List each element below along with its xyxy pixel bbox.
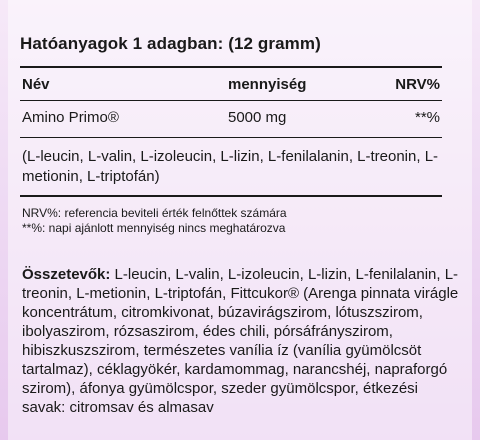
ingredients-block	[22, 265, 464, 417]
row-quantity: 5000 mg	[228, 109, 287, 126]
footnotes	[22, 206, 460, 236]
footnote-undefined: **%: napi ajánlott mennyiség nincs meghatározva	[22, 221, 286, 235]
ingredients-label: Összetevők:	[22, 266, 111, 283]
nutrition-table	[20, 66, 442, 197]
header-name: Név	[22, 76, 50, 93]
table-bottom-rule	[20, 195, 442, 197]
header-quantity: mennyiség	[228, 76, 307, 93]
row-name: Amino Primo®	[22, 109, 119, 126]
row-nrv: **%	[414, 109, 440, 126]
dose-heading: Hatóanyagok 1 adagban: (12 gramm)	[20, 34, 321, 53]
footnote-nrv: NRV%: referencia beviteli érték felnőttek számára	[22, 206, 287, 220]
header-nrv: NRV%	[395, 76, 440, 93]
ingredients-text: L-leucin, L-valin, L-izoleucin, L-lizin, L-fenilalanin, L-treonin, L-metionin, L-triptofán, Fittcukor® (Arenga pinnata virágle koncentrátum, citromkivonat, búzavirágszirom, lótuszszirom, ibolyaszirom, rózsaszirom, édes chili, pórsáfrányszirom, hibiszkuszszirom, természetes vanília íz (vanília gyümölcsöt tartalmaz), céklagyökér, kardamommag, narancshéj, napraforgó szirom), áfonya gyümölcspor, szeder gyümölcspor, étkezési savak: citromsav és almasav	[22, 266, 459, 416]
table-row	[20, 101, 442, 137]
amino-components: (L-leucin, L-valin, L-izoleucin, L-lizin, L-fenilalanin, L-treonin, L-metionin, L-triptofán)	[22, 148, 439, 185]
table-header-row	[20, 68, 442, 100]
